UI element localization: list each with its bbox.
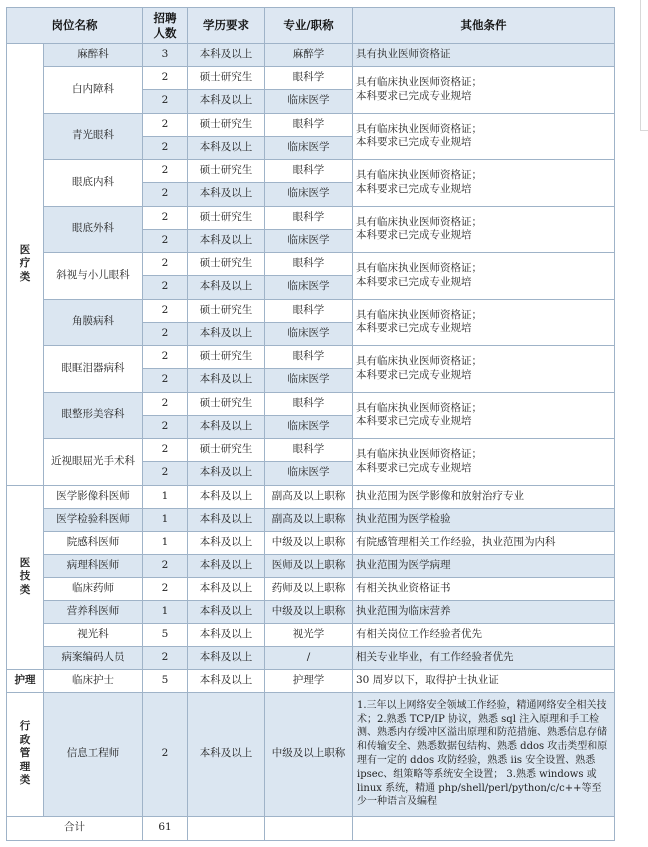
major: 药师及以上职称 <box>265 577 353 600</box>
admin-count: 2 <box>143 692 188 816</box>
major: 中级及以上职称 <box>265 531 353 554</box>
conditions: 具有临床执业医师资格证； 本科要求已完成专业规培 <box>353 113 615 160</box>
major: 临床医学 <box>265 322 353 346</box>
major: 视光学 <box>265 623 353 646</box>
nursing-name: 临床护士 <box>44 669 143 692</box>
table-row <box>7 600 615 623</box>
position-name: 临床药师 <box>44 577 143 600</box>
table-row <box>7 299 615 322</box>
header-count: 招聘 人数 <box>143 8 188 44</box>
conditions: 有相关岗位工作经验者优先 <box>353 623 615 646</box>
education: 本科及以上 <box>188 415 265 439</box>
conditions: 相关专业毕业，有工作经验者优先 <box>353 646 615 669</box>
recruit-count: 1 <box>143 600 188 623</box>
education: 本科及以上 <box>188 44 265 67</box>
table-row <box>7 577 615 600</box>
conditions: 具有临床执业医师资格证； 本科要求已完成专业规培 <box>353 392 615 439</box>
conditions: 有院感管理相关工作经验，执业范围为内科 <box>353 531 615 554</box>
major: 临床医学 <box>265 415 353 439</box>
position-name: 医学检验科医师 <box>44 508 143 531</box>
recruit-count: 2 <box>143 67 188 90</box>
recruit-count: 2 <box>143 554 188 577</box>
position-name: 眼底内科 <box>44 160 143 207</box>
table-row <box>7 206 615 229</box>
recruit-count: 2 <box>143 276 188 300</box>
recruit-count: 2 <box>143 577 188 600</box>
major: 临床医学 <box>265 369 353 393</box>
education: 硕士研究生 <box>188 299 265 322</box>
nursing-count: 5 <box>143 669 188 692</box>
conditions: 具有临床执业医师资格证； 本科要求已完成专业规培 <box>353 67 615 114</box>
total-empty-conditions <box>353 816 615 840</box>
education: 本科及以上 <box>188 136 265 160</box>
recruit-count: 2 <box>143 229 188 253</box>
major: 眼科学 <box>265 299 353 322</box>
education: 本科及以上 <box>188 462 265 486</box>
table-row <box>7 692 615 816</box>
recruit-count: 2 <box>143 206 188 229</box>
education: 本科及以上 <box>188 623 265 646</box>
major: 眼科学 <box>265 113 353 136</box>
header-row <box>7 8 615 44</box>
recruit-count: 5 <box>143 623 188 646</box>
recruit-count: 2 <box>143 183 188 207</box>
major: 眼科学 <box>265 160 353 183</box>
table-row <box>7 508 615 531</box>
recruit-count: 1 <box>143 485 188 508</box>
education: 本科及以上 <box>188 229 265 253</box>
education: 本科及以上 <box>188 531 265 554</box>
position-name: 眼整形美容科 <box>44 392 143 439</box>
education: 硕士研究生 <box>188 392 265 415</box>
conditions: 具有临床执业医师资格证； 本科要求已完成专业规培 <box>353 299 615 346</box>
table-row <box>7 439 615 462</box>
table-row <box>7 816 615 840</box>
major: 临床医学 <box>265 462 353 486</box>
header-major: 专业/职称 <box>265 8 353 44</box>
conditions: 执业范围为医学检验 <box>353 508 615 531</box>
conditions: 具有临床执业医师资格证； 本科要求已完成专业规培 <box>353 206 615 253</box>
major: 临床医学 <box>265 229 353 253</box>
major: 中级及以上职称 <box>265 600 353 623</box>
major: 眼科学 <box>265 206 353 229</box>
recruit-count: 2 <box>143 439 188 462</box>
education: 本科及以上 <box>188 577 265 600</box>
side-panel-edge <box>640 0 648 131</box>
education: 本科及以上 <box>188 369 265 393</box>
total-count: 61 <box>143 816 188 840</box>
admin-name: 信息工程师 <box>44 692 143 816</box>
table-row <box>7 485 615 508</box>
table-row <box>7 392 615 415</box>
recruit-count: 1 <box>143 531 188 554</box>
education: 硕士研究生 <box>188 160 265 183</box>
conditions: 具有临床执业医师资格证； 本科要求已完成专业规培 <box>353 160 615 207</box>
conditions: 有相关执业资格证书 <box>353 577 615 600</box>
category-medical: 医 疗 类 <box>7 44 44 486</box>
education: 本科及以上 <box>188 276 265 300</box>
recruit-count: 2 <box>143 392 188 415</box>
education: 硕士研究生 <box>188 346 265 369</box>
position-name: 病理科医师 <box>44 554 143 577</box>
conditions: 具有执业医师资格证 <box>353 44 615 67</box>
conditions: 具有临床执业医师资格证； 本科要求已完成专业规培 <box>353 346 615 393</box>
table-row <box>7 44 615 67</box>
education: 本科及以上 <box>188 554 265 577</box>
major: 医师及以上职称 <box>265 554 353 577</box>
header-conditions: 其他条件 <box>353 8 615 44</box>
major: 眼科学 <box>265 67 353 90</box>
conditions: 1.三年以上网络安全领域工作经验，精通网络安全相关技术；2.熟悉 TCP/IP 协议，熟悉 sql 注入原理和手工检测、熟悉内存缓冲区溢出原理和防范措施、熟悉信息存储和传输安全、熟悉数据包结构、熟悉 ddos 攻击类型和原理有一定的 ddos 攻防经验，熟悉 iis 安全设置、熟悉 ipsec、组策略等系统安全设置； 3.熟悉 windows 或 linux 系统，精通 php/shell/perl/python/c/c++等至少一种语言及编程 <box>353 692 615 816</box>
recruitment-table <box>6 7 615 841</box>
position-name: 麻醉科 <box>44 44 143 67</box>
major: 眼科学 <box>265 439 353 462</box>
education: 本科及以上 <box>188 183 265 207</box>
education: 硕士研究生 <box>188 67 265 90</box>
education: 本科及以上 <box>188 600 265 623</box>
table-row <box>7 67 615 90</box>
education: 本科及以上 <box>188 485 265 508</box>
position-name: 营养科医师 <box>44 600 143 623</box>
nursing-major: 护理学 <box>265 669 353 692</box>
position-name: 青光眼科 <box>44 113 143 160</box>
category-admin: 行 政 管 理 类 <box>7 692 44 816</box>
major: 临床医学 <box>265 276 353 300</box>
total-empty-major <box>265 816 353 840</box>
conditions: 30 周岁以下，取得护士执业证 <box>353 669 615 692</box>
major: 麻醉学 <box>265 44 353 67</box>
position-name: 角膜病科 <box>44 299 143 346</box>
table-row <box>7 646 615 669</box>
position-name: 近视眼屈光手术科 <box>44 439 143 486</box>
major: 眼科学 <box>265 392 353 415</box>
table-row <box>7 113 615 136</box>
recruit-count: 2 <box>143 113 188 136</box>
table-row <box>7 531 615 554</box>
conditions: 执业范围为医学病理 <box>353 554 615 577</box>
table-row <box>7 346 615 369</box>
recruit-count: 2 <box>143 415 188 439</box>
position-name: 医学影像科医师 <box>44 485 143 508</box>
major: 眼科学 <box>265 346 353 369</box>
recruit-count: 2 <box>143 346 188 369</box>
position-name: 病案编码人员 <box>44 646 143 669</box>
position-name: 斜视与小儿眼科 <box>44 253 143 300</box>
table-row <box>7 554 615 577</box>
total-label: 合计 <box>7 816 143 840</box>
recruit-count: 2 <box>143 322 188 346</box>
conditions: 具有临床执业医师资格证； 本科要求已完成专业规培 <box>353 439 615 486</box>
education: 本科及以上 <box>188 646 265 669</box>
major: 副高及以上职称 <box>265 508 353 531</box>
education: 本科及以上 <box>188 90 265 114</box>
position-name: 院感科医师 <box>44 531 143 554</box>
major: / <box>265 646 353 669</box>
education: 硕士研究生 <box>188 253 265 276</box>
major: 眼科学 <box>265 253 353 276</box>
recruit-count: 2 <box>143 90 188 114</box>
major: 临床医学 <box>265 183 353 207</box>
recruit-count: 1 <box>143 508 188 531</box>
admin-major: 中级及以上职称 <box>265 692 353 816</box>
position-name: 视光科 <box>44 623 143 646</box>
table-row <box>7 623 615 646</box>
recruit-count: 2 <box>143 299 188 322</box>
conditions: 执业范围为临床营养 <box>353 600 615 623</box>
category-tech: 医 技 类 <box>7 485 44 669</box>
category-nursing: 护理 <box>7 669 44 692</box>
major: 副高及以上职称 <box>265 485 353 508</box>
header-education: 学历要求 <box>188 8 265 44</box>
position-name: 白内障科 <box>44 67 143 114</box>
major: 临床医学 <box>265 136 353 160</box>
table-row <box>7 253 615 276</box>
position-name: 眼眶泪器病科 <box>44 346 143 393</box>
admin-edu: 本科及以上 <box>188 692 265 816</box>
education: 硕士研究生 <box>188 113 265 136</box>
recruit-count: 2 <box>143 369 188 393</box>
recruit-count: 2 <box>143 160 188 183</box>
header-position: 岗位名称 <box>7 8 143 44</box>
table-row <box>7 160 615 183</box>
recruit-count: 2 <box>143 462 188 486</box>
education: 硕士研究生 <box>188 439 265 462</box>
nursing-edu: 本科及以上 <box>188 669 265 692</box>
recruit-count: 3 <box>143 44 188 67</box>
major: 临床医学 <box>265 90 353 114</box>
position-name: 眼底外科 <box>44 206 143 253</box>
table-row <box>7 669 615 692</box>
recruit-count: 2 <box>143 253 188 276</box>
education: 硕士研究生 <box>188 206 265 229</box>
conditions: 执业范围为医学影像和放射治疗专业 <box>353 485 615 508</box>
recruit-count: 2 <box>143 136 188 160</box>
conditions: 具有临床执业医师资格证； 本科要求已完成专业规培 <box>353 253 615 300</box>
education: 本科及以上 <box>188 508 265 531</box>
recruit-count: 2 <box>143 646 188 669</box>
total-empty-education <box>188 816 265 840</box>
education: 本科及以上 <box>188 322 265 346</box>
